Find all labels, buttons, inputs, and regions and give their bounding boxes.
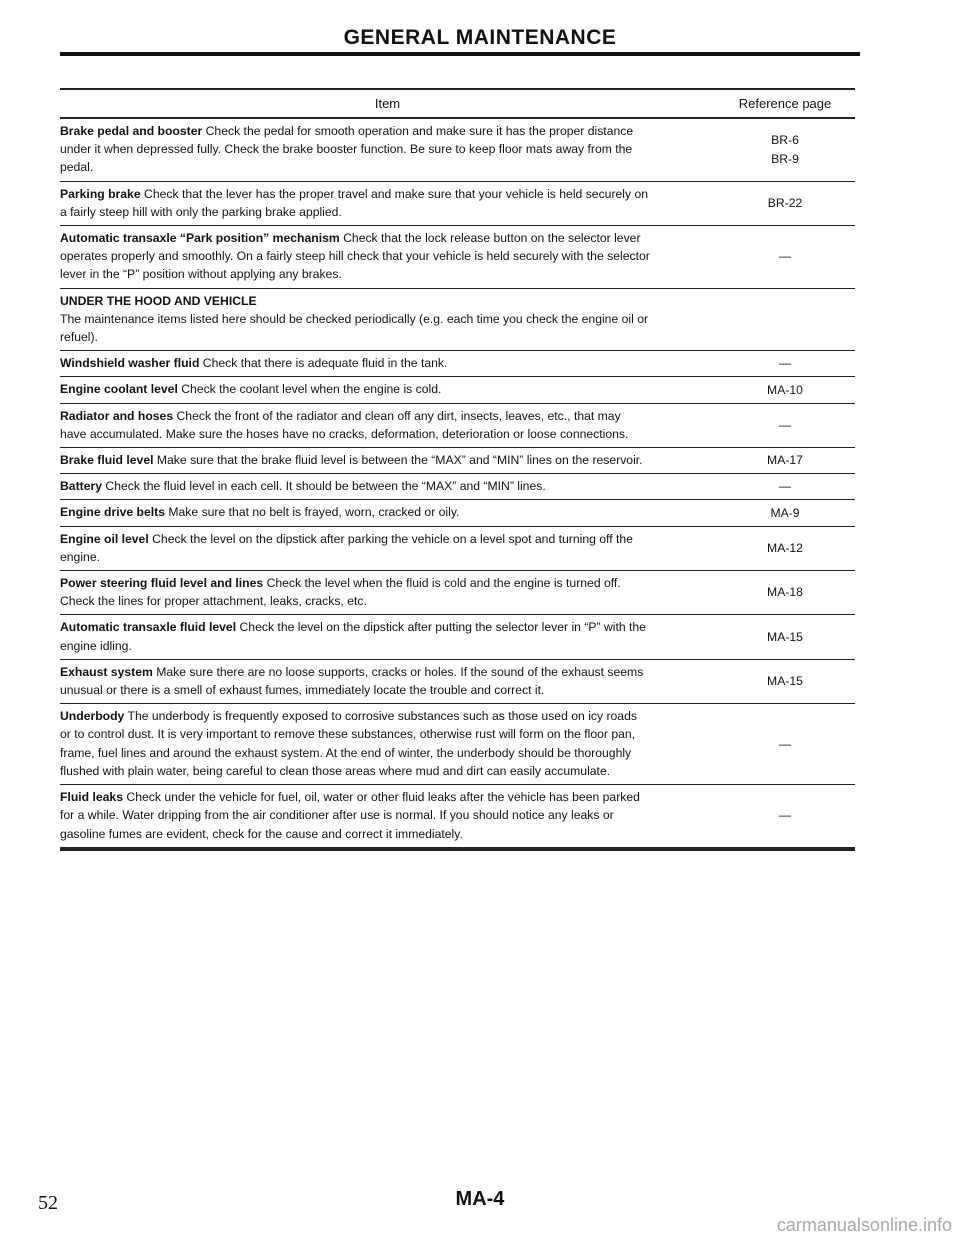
item-description: Check the level on the dipstick after parking the vehicle on a level spot and turning off the engine. <box>60 531 633 564</box>
reference-cell <box>650 351 855 376</box>
item-description: Check the coolant level when the engine is cold. <box>181 382 442 397</box>
item-cell <box>60 500 650 525</box>
page-title: GENERAL MAINTENANCE <box>343 26 617 49</box>
item-description: Check under the vehicle for fuel, oil, water or other fluid leaks after the vehicle has been parked for a while. Water dripping from the air conditioner after use is normal. If you should notice any leaks or gasoline fumes are evident, check for the cause and correct it immediately. <box>60 790 640 841</box>
item-cell <box>60 289 650 351</box>
item-label: Engine coolant level <box>60 382 178 397</box>
item-cell <box>60 226 650 288</box>
item-label: Power steering fluid level and lines <box>60 576 264 591</box>
item-description: Make sure there are no loose supports, cracks or holes. If the sound of the exhaust seems unusual or there is a smell of exhaust fumes, immediately locate the trouble and correct it. <box>60 664 644 698</box>
reference-page: — <box>778 417 792 432</box>
table-row <box>60 289 855 352</box>
table-row <box>60 351 855 377</box>
table-row <box>60 182 855 226</box>
reference-page: BR-6 <box>771 132 799 147</box>
item-description: The underbody is frequently exposed to corrosive substances such as those used on icy roads or to control dust. It is very important to remove these substances, otherwise rust will form on the floor pan, frame, fuel lines and around the exhaust system. At the end of winter, the underbody should be thoroughly flushed with plain water, being careful to clean those areas where mud and dirt can easily accumulate. <box>60 709 637 778</box>
section-page-code: MA-4 <box>455 1188 505 1210</box>
reference-cell <box>650 571 855 614</box>
item-description: Check that the lock release button on the selector lever operates properly and smoothly. On a fairly steep hill check that your vehicle is held securely with the selector lever in the “P” position without applying any brakes. <box>60 231 650 282</box>
page-number: 52 <box>38 1192 58 1214</box>
reference-page: MA-15 <box>767 629 803 644</box>
table-row <box>60 704 855 785</box>
reference-cell <box>650 615 855 658</box>
item-description: Make sure that no belt is frayed, worn, cracked or oily. <box>168 505 460 520</box>
item-cell <box>60 785 650 847</box>
item-label: Underbody <box>60 709 125 724</box>
item-cell <box>60 448 650 473</box>
item-description: Make sure that the brake fluid level is between the “MAX” and “MIN” lines on the reservoir. <box>156 453 643 468</box>
item-description: The maintenance items listed here should be checked periodically (e.g. each time you check the engine oil or refuel). <box>60 311 649 345</box>
table-row <box>60 404 855 448</box>
reference-page: — <box>778 356 792 371</box>
item-label: Engine drive belts <box>60 505 165 520</box>
item-label: Exhaust system <box>60 664 153 679</box>
item-label: Automatic transaxle fluid level <box>60 620 237 635</box>
reference-page: — <box>778 808 792 823</box>
table-row <box>60 448 855 474</box>
table-header <box>60 90 855 119</box>
table-row <box>60 500 855 526</box>
item-cell <box>60 404 650 447</box>
reference-cell <box>650 226 855 288</box>
item-description: Check the level on the dipstick after putting the selector lever in “P” with the engine idling. <box>60 620 646 653</box>
item-cell <box>60 615 650 658</box>
item-label: Battery <box>60 479 102 494</box>
table-row <box>60 527 855 571</box>
item-description: Check the level when the fluid is cold and the engine is turned off. Check the lines for proper attachment, leaks, cracks, etc. <box>60 576 621 609</box>
table-row <box>60 571 855 615</box>
table-row <box>60 226 855 289</box>
table-body <box>60 119 855 848</box>
table-end-rule <box>60 848 855 851</box>
reference-page: BR-9 <box>771 151 799 166</box>
reference-page: MA-17 <box>767 453 803 468</box>
reference-page: BR-22 <box>767 195 803 210</box>
reference-page: — <box>778 736 792 751</box>
reference-page: — <box>778 249 792 264</box>
item-cell <box>60 527 650 570</box>
item-label: Radiator and hoses <box>60 408 174 423</box>
item-cell <box>60 377 650 402</box>
item-cell <box>60 474 650 499</box>
table-row <box>60 377 855 403</box>
reference-cell <box>650 527 855 570</box>
item-description: Check the front of the radiator and clean off any dirt, insects, leaves, etc., that may have accumulated. Make sure the hoses have no cracks, deformation, deterioration or loose connections. <box>60 408 629 441</box>
reference-cell <box>650 289 855 351</box>
reference-page: MA-18 <box>767 585 803 600</box>
item-description: Check that the lever has the proper travel and make sure that your vehicle is held securely on a fairly steep hill with only the parking brake applied. <box>60 186 649 219</box>
table-row <box>60 660 855 704</box>
table-row <box>60 474 855 500</box>
table-row <box>60 785 855 848</box>
reference-cell <box>650 474 855 499</box>
reference-page: MA-9 <box>770 505 800 520</box>
reference-cell <box>650 182 855 225</box>
item-cell <box>60 182 650 225</box>
title-rule <box>60 52 860 56</box>
table-row <box>60 615 855 659</box>
reference-cell <box>650 119 855 181</box>
item-label: Fluid leaks <box>60 790 123 805</box>
item-label: Parking brake <box>60 186 141 201</box>
item-description: Check the fluid level in each cell. It should be between the “MAX” and “MIN” lines. <box>105 479 546 494</box>
reference-cell <box>650 785 855 847</box>
table-row <box>60 119 855 182</box>
reference-page: MA-12 <box>767 540 803 555</box>
column-header-item: Item <box>374 96 401 111</box>
reference-cell <box>650 448 855 473</box>
item-label: Engine oil level <box>60 531 149 546</box>
item-label: Brake fluid level <box>60 453 154 468</box>
item-label: Brake pedal and booster <box>60 124 203 138</box>
reference-cell <box>650 377 855 402</box>
item-label: Automatic transaxle “Park position” mechanism <box>60 231 340 246</box>
maintenance-table <box>60 88 855 851</box>
item-cell <box>60 351 650 376</box>
reference-page: — <box>778 479 792 494</box>
item-description: Check the pedal for smooth operation and make sure it has the proper distance under it when depressed fully. Check the brake booster function. Be sure to keep floor mats away from the pedal. <box>60 124 634 175</box>
reference-page: MA-10 <box>767 382 803 397</box>
reference-cell <box>650 704 855 784</box>
reference-cell <box>650 660 855 703</box>
watermark: carmanualsonline.info <box>776 1215 952 1235</box>
reference-page: MA-15 <box>767 674 803 689</box>
column-header-reference: Reference page <box>738 96 832 111</box>
section-heading: UNDER THE HOOD AND VEHICLE <box>60 293 257 308</box>
reference-cell <box>650 500 855 525</box>
item-cell <box>60 571 650 614</box>
item-label: Windshield washer fluid <box>60 356 200 371</box>
reference-cell <box>650 404 855 447</box>
item-cell <box>60 660 650 703</box>
item-description: Check that there is adequate fluid in the tank. <box>202 356 448 371</box>
item-cell <box>60 119 650 181</box>
item-cell <box>60 704 650 784</box>
